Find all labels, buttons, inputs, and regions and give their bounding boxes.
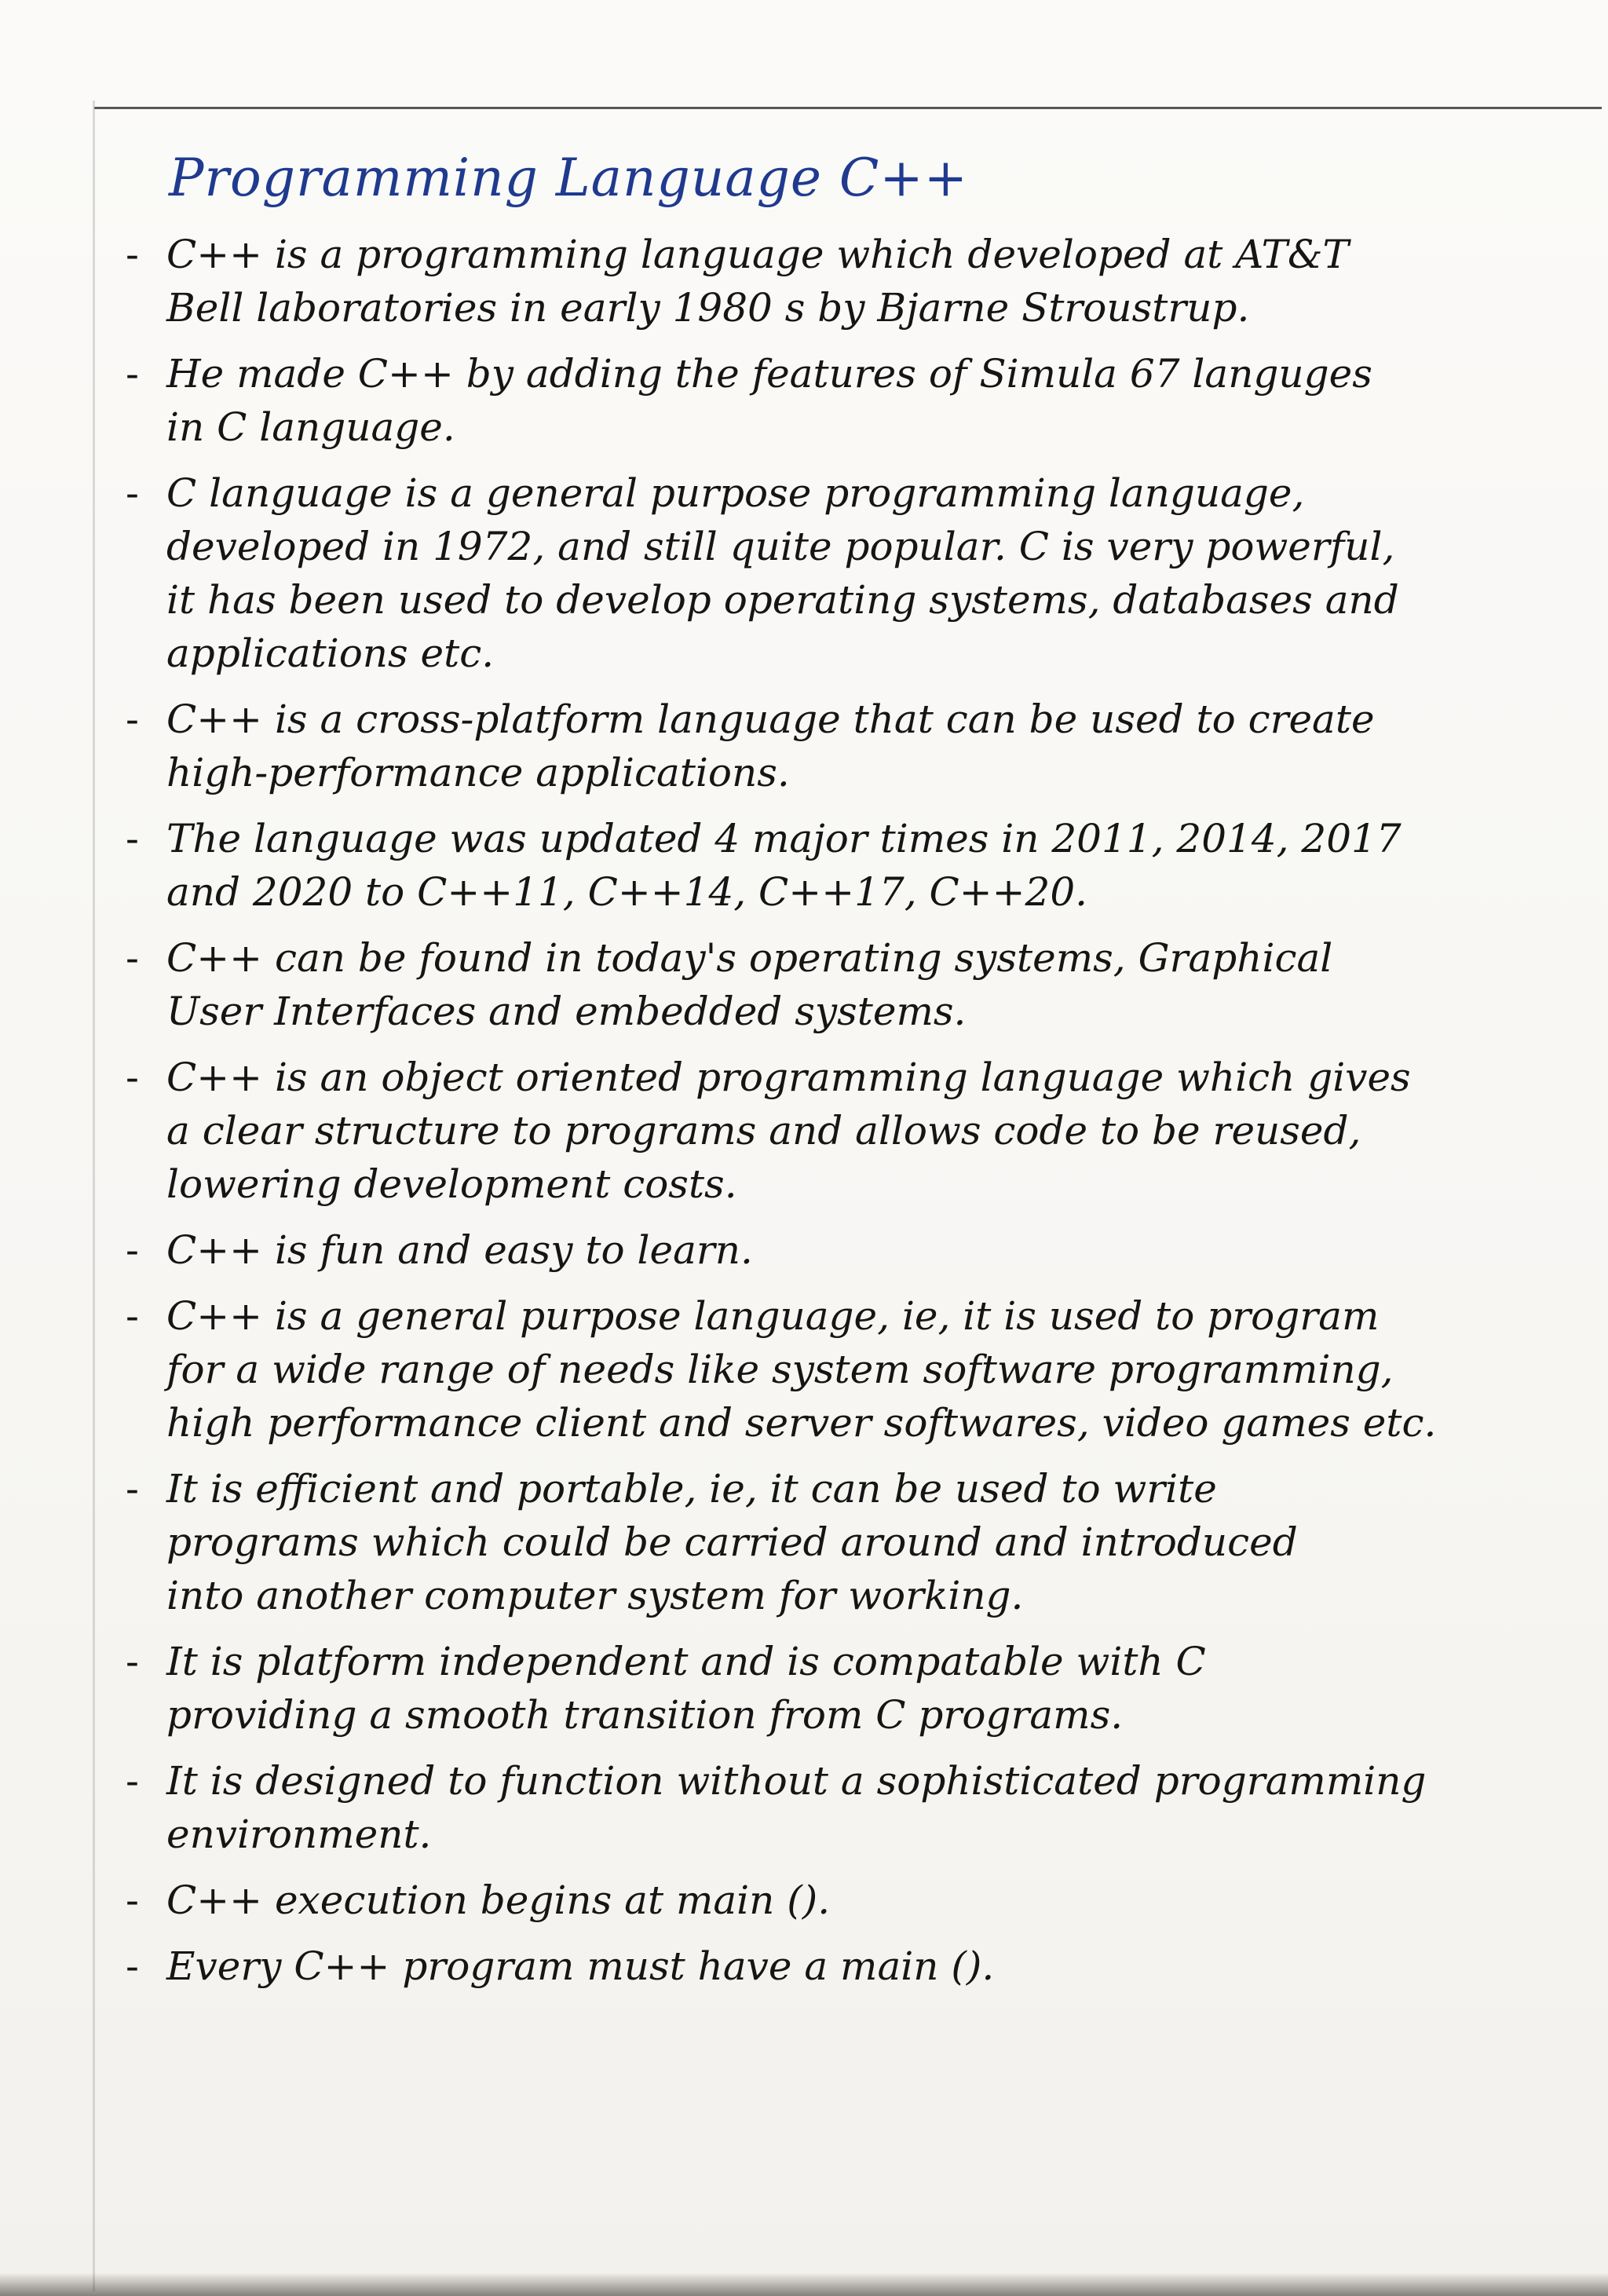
- note-text: The language was updated 4 major times in 2011, 2014, 2017 and 2020 to C++11, C++14, C++17, C++20.: [166, 816, 1402, 915]
- page-edge-shadow: [0, 2272, 1608, 2296]
- note-item: [126, 1462, 1586, 1622]
- note-item: [126, 931, 1586, 1038]
- margin-line: [93, 101, 95, 2291]
- note-text: C++ is fun and easy to learn.: [166, 1227, 753, 1273]
- note-item: [126, 1874, 1586, 1927]
- note-item: [126, 1223, 1586, 1277]
- bullet-dash: -: [126, 1758, 139, 1804]
- notes-list: [126, 228, 1586, 2005]
- note-text: He made C++ by adding the features of Simula 67 languges in C language.: [166, 351, 1372, 450]
- note-text: C++ execution begins at main ().: [166, 1877, 831, 1923]
- bullet-dash: -: [126, 1466, 139, 1512]
- note-item: [126, 228, 1586, 335]
- note-item: [126, 466, 1586, 680]
- bullet-dash: -: [126, 351, 139, 397]
- note-item: [126, 1635, 1586, 1742]
- bullet-dash: -: [126, 816, 139, 861]
- bullet-dash: -: [126, 1943, 139, 1989]
- note-item: [126, 812, 1586, 919]
- note-item: [126, 1754, 1586, 1861]
- note-text: It is platform independent and is compatable with C providing a smooth transition from C programs.: [166, 1639, 1206, 1738]
- bullet-dash: -: [126, 1877, 139, 1923]
- note-text: Every C++ program must have a main ().: [166, 1943, 995, 1989]
- bullet-dash: -: [126, 232, 139, 277]
- bullet-dash: -: [126, 1055, 139, 1100]
- note-text: It is efficient and portable, ie, it can be used to write programs which could be carried around and introduced into another computer system for working.: [166, 1466, 1298, 1618]
- note-item: [126, 1051, 1586, 1211]
- note-item: [126, 347, 1586, 454]
- note-item: [126, 1940, 1586, 1993]
- note-text: C++ is a cross-platform language that can be used to create high-performance applications.: [166, 696, 1375, 795]
- note-text: It is designed to function without a sophisticated programming environment.: [166, 1758, 1427, 1857]
- note-item: [126, 1289, 1586, 1450]
- bullet-dash: -: [126, 1639, 139, 1684]
- bullet-dash: -: [126, 696, 139, 742]
- note-text: C++ is a programming language which developed at AT&T Bell laboratories in early 1980 s by Bjarne Stroustrup.: [166, 232, 1349, 331]
- bullet-dash: -: [126, 935, 139, 981]
- note-text: C++ is a general purpose language, ie, it is used to program for a wide range of needs like system software programming, high performance client and server softwares, video games etc.: [166, 1293, 1437, 1446]
- bullet-dash: -: [126, 1227, 139, 1273]
- page-title: Programming Language C++: [169, 148, 969, 208]
- bullet-dash: -: [126, 1293, 139, 1339]
- note-item: [126, 693, 1586, 799]
- note-text: C language is a general purpose programming language, developed in 1972, and still quite popular. C is very powerful, it has been used to develop operating systems, databases and applications etc.: [166, 470, 1399, 676]
- note-text: C++ is an object oriented programming language which gives a clear structure to programs and allows code to be reused, lowering development costs.: [166, 1055, 1411, 1207]
- note-text: C++ can be found in today's operating systems, Graphical User Interfaces and embedded systems.: [166, 935, 1333, 1034]
- top-rule-line: [94, 107, 1602, 109]
- bullet-dash: -: [126, 470, 139, 516]
